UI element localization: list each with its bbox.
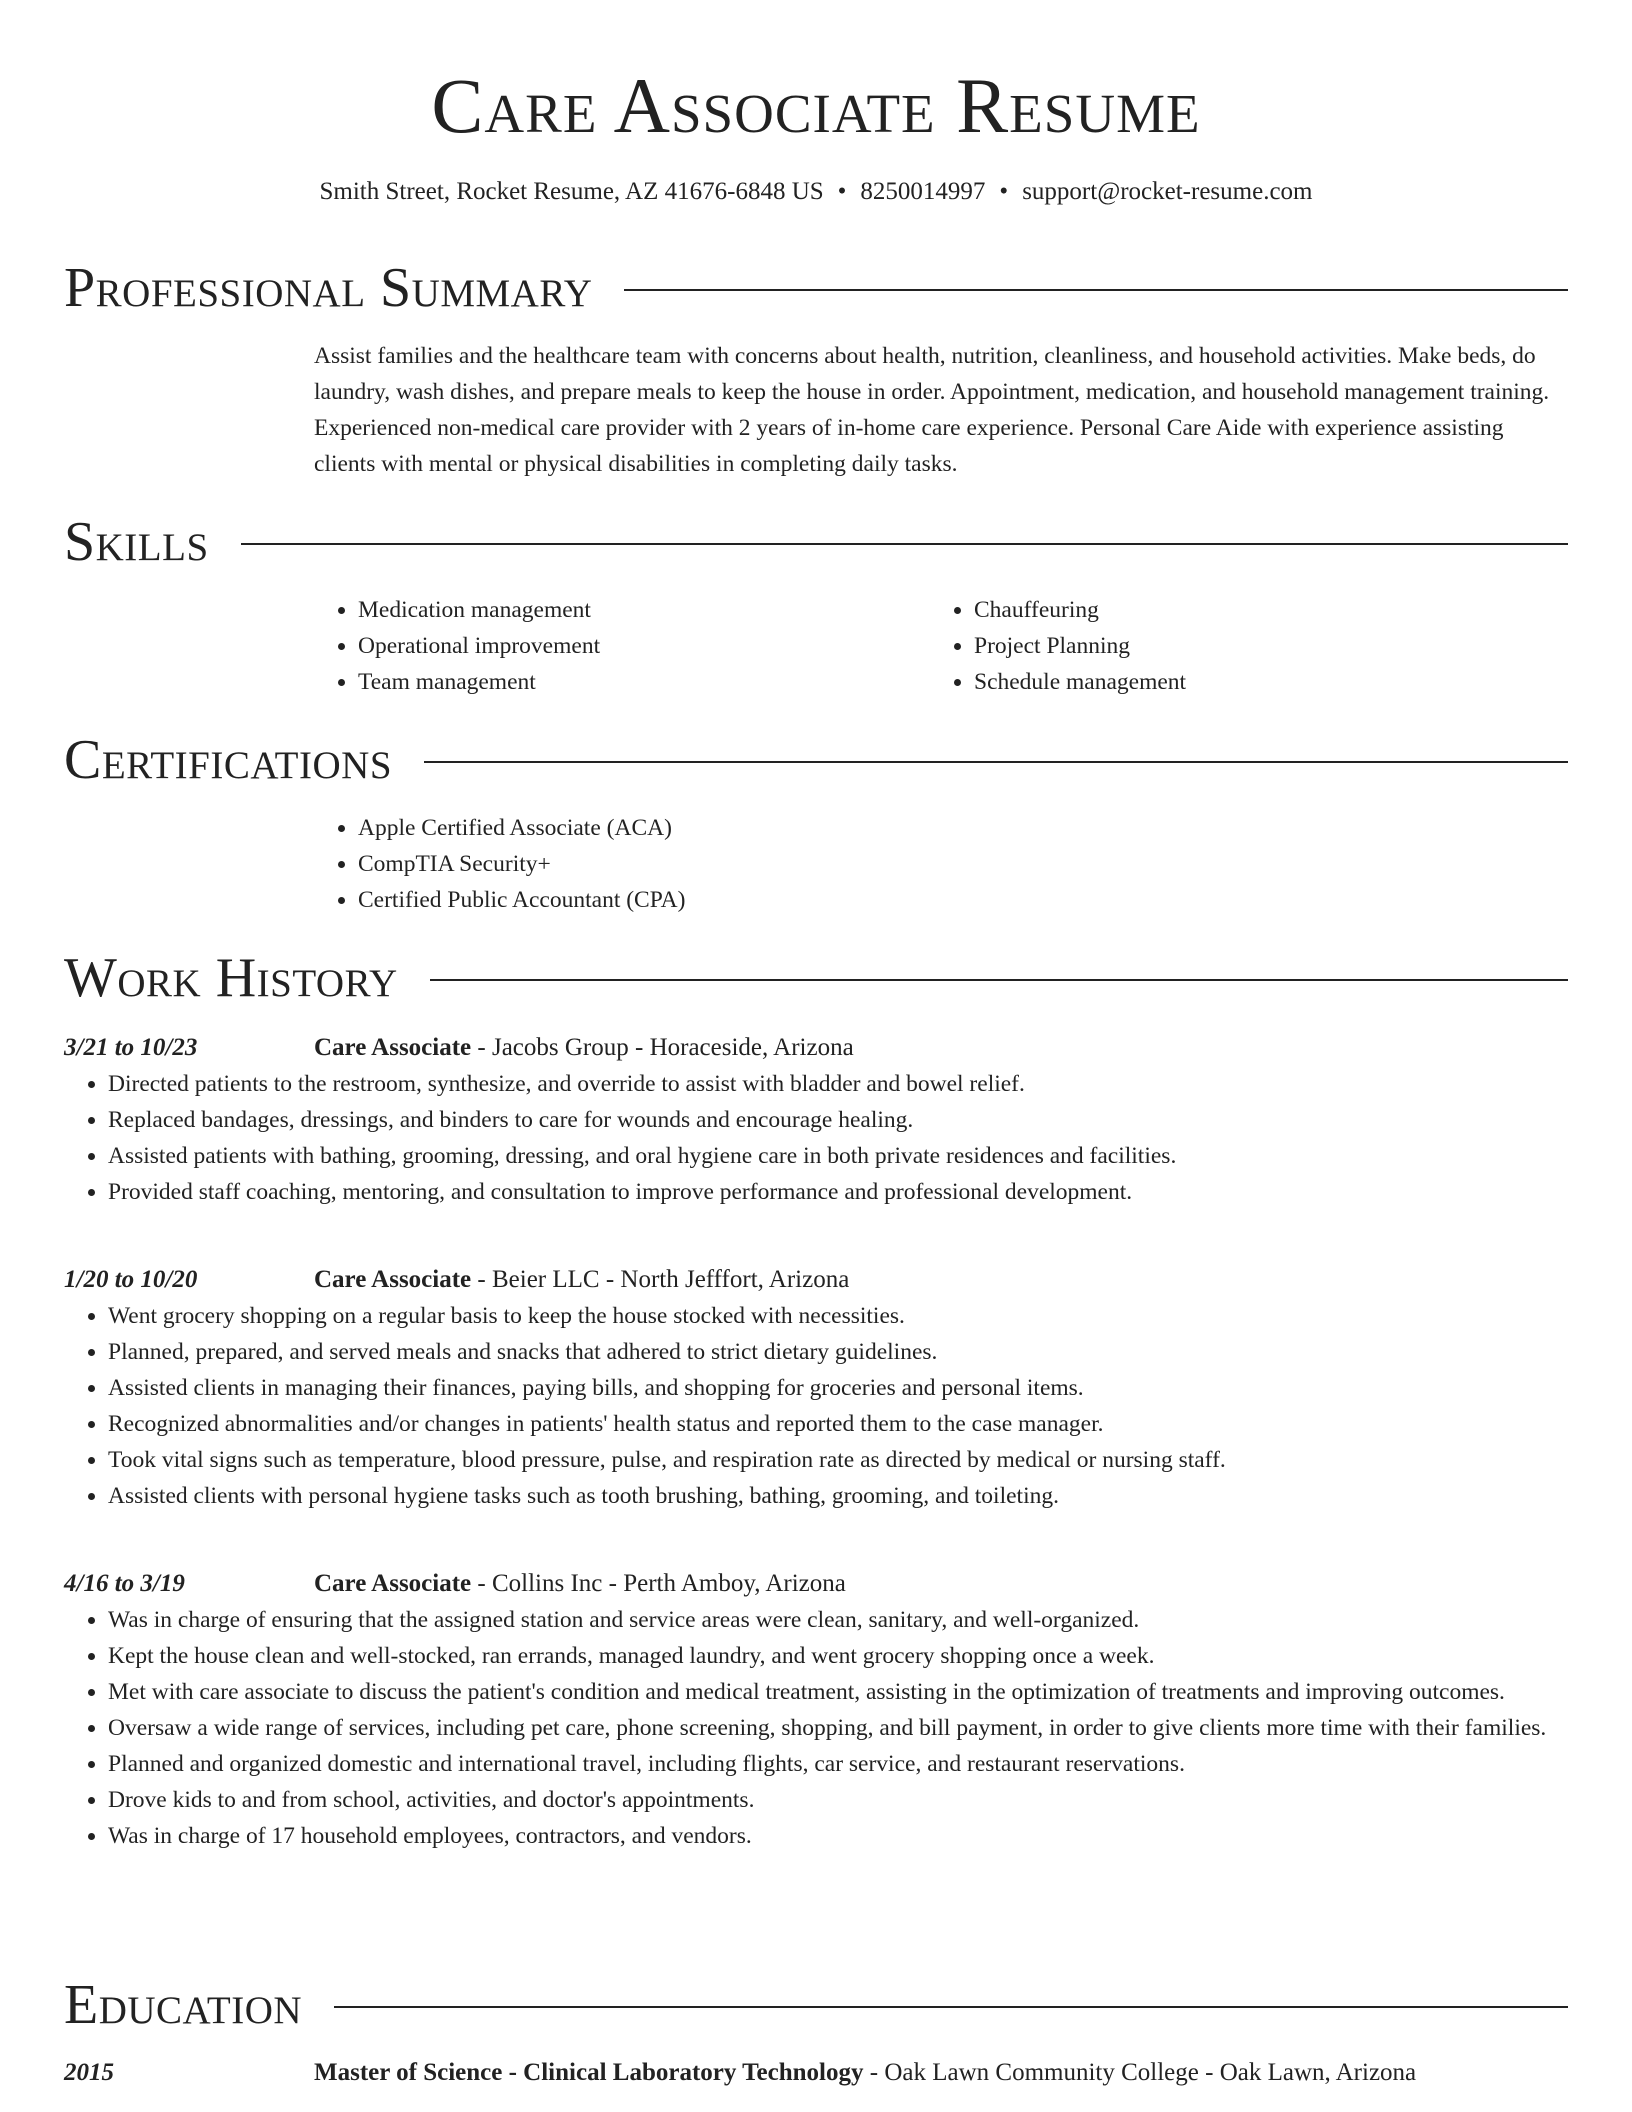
summary-text: Assist families and the healthcare team with concerns about health, nutrition, cleanliness, and household activities. Make beds, do laundry, wash dishes, and prepare meals to keep the house in order. Appointment, medication, and household management training. Experienced non-medical care provider with 2 years of in-home care experience. Personal Care Aide with experience assisting clients with mental or physical disabilities in completing daily tasks. <box>314 343 1550 477</box>
skills-list <box>314 592 1568 700</box>
job-header <box>64 1030 1568 1066</box>
job-bullet: • Drove kids to and from school, activities, and doctor's appointments. <box>108 1782 1548 1818</box>
job-bullet: • Was in charge of 17 household employees, contractors, and vendors. <box>108 1818 1548 1854</box>
job-bullet: • Went grocery shopping on a regular basis to keep the house stocked with necessities. <box>108 1298 1568 1334</box>
skills-column-right <box>930 592 1546 700</box>
job-bullet: • Assisted patients with bathing, grooming, dressing, and oral hygiene care in both private residences and facilities. <box>108 1138 1568 1174</box>
job-bullet: • Replaced bandages, dressings, and binders to care for wounds and encourage healing. <box>108 1102 1568 1138</box>
job-header <box>64 1566 1568 1602</box>
contact-phone: 8250014997 <box>860 178 986 205</box>
education-entry <box>64 2055 1568 2091</box>
contact-separator: • <box>837 178 847 205</box>
job-bullet: • Met with care associate to discuss the patient's condition and medical treatment, assisting in the optimization of treatments and improving outcomes. <box>108 1674 1548 1710</box>
resume-title: Care Associate Resume <box>431 62 1201 149</box>
section-divider <box>241 543 1568 545</box>
certification-item: • Apple Certified Associate (ACA) <box>358 810 1568 846</box>
job-title: Care Associate <box>314 1266 472 1293</box>
skills-column-left <box>314 592 930 700</box>
job-dates: 3/21 to 10/23 <box>64 1034 198 1061</box>
job-title-line <box>314 1566 846 1602</box>
job-employer: - Beier LLC - North Jefffort, Arizona <box>471 1266 850 1293</box>
job-bullet: • Planned, prepared, and served meals and snacks that adhered to strict dietary guidelines. <box>108 1334 1568 1370</box>
job-bullet: • Oversaw a wide range of services, including pet care, phone screening, shopping, and bill payment, in order to give clients more time with their families. <box>108 1710 1548 1746</box>
summary-section-header <box>64 258 1568 318</box>
job-bullet: • Provided staff coaching, mentoring, and consultation to improve performance and professional development. <box>108 1174 1568 1210</box>
summary-heading: Professional Summary <box>64 257 593 319</box>
job-bullet: • Was in charge of ensuring that the assigned station and service areas were clean, sanitary, and well-organized. <box>108 1602 1548 1638</box>
education-degree: Master of Science - Clinical Laboratory Technology <box>314 2059 864 2086</box>
job-entry <box>64 1566 1568 1854</box>
work-heading: Work History <box>64 947 398 1009</box>
skill-item: • Medication management <box>358 592 930 628</box>
work-section-header <box>64 948 1568 1008</box>
job-bullet: • Recognized abnormalities and/or changes in patients' health status and reported them to the case manager. <box>108 1406 1568 1442</box>
skill-item: • Team management <box>358 664 930 700</box>
job-bullets <box>64 1298 1568 1514</box>
skill-item: • Operational improvement <box>358 628 930 664</box>
job-title: Care Associate <box>314 1570 472 1597</box>
job-dates: 4/16 to 3/19 <box>64 1570 185 1597</box>
job-bullets <box>64 1066 1568 1210</box>
skill-item: • Chauffeuring <box>974 592 1546 628</box>
job-bullet: • Directed patients to the restroom, synthesize, and override to assist with bladder and bowel relief. <box>108 1066 1568 1102</box>
education-year: 2015 <box>64 2059 114 2086</box>
education-section-header <box>64 1975 1568 2035</box>
job-bullet: • Assisted clients in managing their finances, paying bills, and shopping for groceries and personal items. <box>108 1370 1568 1406</box>
contact-line <box>0 176 1632 208</box>
job-bullet: • Kept the house clean and well-stocked, ran errands, managed laundry, and went grocery shopping once a week. <box>108 1638 1548 1674</box>
certification-item: • Certified Public Accountant (CPA) <box>358 882 1568 918</box>
education-header <box>64 2055 1568 2091</box>
job-entry <box>64 1030 1568 1210</box>
section-divider <box>334 2006 1568 2008</box>
section-divider <box>424 761 1568 763</box>
section-divider <box>624 289 1568 291</box>
education-heading: Education <box>64 1974 303 2036</box>
skill-item: • Schedule management <box>974 664 1546 700</box>
summary-section <box>314 338 1568 482</box>
certifications-list <box>314 810 1568 918</box>
job-bullet: • Assisted clients with personal hygiene tasks such as tooth brushing, bathing, grooming, and toileting. <box>108 1478 1568 1514</box>
certifications-heading: Certifications <box>64 729 393 791</box>
contact-separator: • <box>999 178 1009 205</box>
education-school: - Oak Lawn Community College - Oak Lawn, Arizona <box>863 2059 1417 2086</box>
job-employer: - Collins Inc - Perth Amboy, Arizona <box>471 1570 846 1597</box>
job-bullet: • Planned and organized domestic and international travel, including flights, car service, and restaurant reservations. <box>108 1746 1548 1782</box>
skills-section-header <box>64 512 1568 572</box>
job-entry <box>64 1262 1568 1514</box>
job-employer: - Jacobs Group - Horaceside, Arizona <box>471 1034 854 1061</box>
education-line <box>314 2055 1416 2091</box>
job-bullets <box>64 1602 1548 1854</box>
contact-email: support@rocket-resume.com <box>1022 178 1313 205</box>
certifications-section-header <box>64 730 1568 790</box>
contact-address: Smith Street, Rocket Resume, AZ 41676-6848 US <box>319 178 824 205</box>
job-header <box>64 1262 1568 1298</box>
skill-item: • Project Planning <box>974 628 1546 664</box>
job-title: Care Associate <box>314 1034 472 1061</box>
skills-heading: Skills <box>64 511 209 573</box>
job-dates: 1/20 to 10/20 <box>64 1266 198 1293</box>
certification-item: • CompTIA Security+ <box>358 846 1568 882</box>
job-bullet: • Took vital signs such as temperature, blood pressure, pulse, and respiration rate as directed by medical or nursing staff. <box>108 1442 1568 1478</box>
job-title-line <box>314 1262 849 1298</box>
job-title-line <box>314 1030 854 1066</box>
section-divider <box>430 979 1568 981</box>
